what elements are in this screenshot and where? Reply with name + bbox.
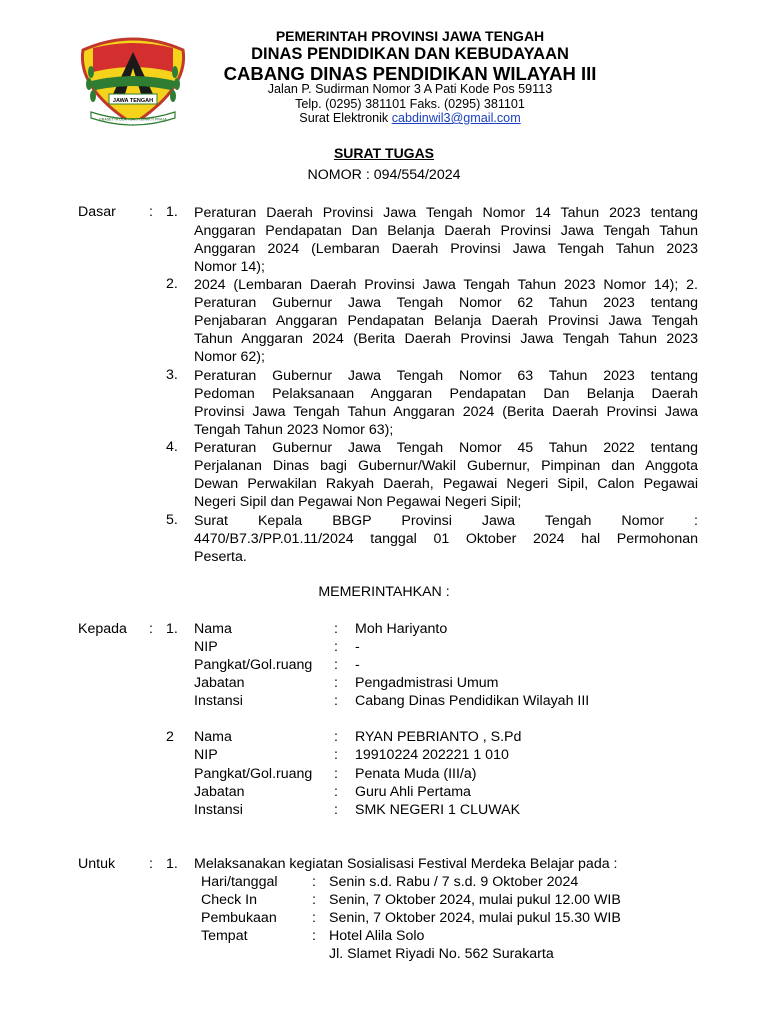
- header-email-line: [150, 111, 670, 125]
- field-label: Instansi: [194, 693, 243, 709]
- detail-value: Senin, 7 Oktober 2024, mulai pukul 15.30 WIB: [329, 910, 621, 926]
- kepada-colon: :: [149, 621, 153, 637]
- dasar-label: Dasar: [78, 204, 116, 220]
- field-label: Pangkat/Gol.ruang: [194, 766, 313, 782]
- field-value: Pengadmistrasi Umum: [355, 675, 499, 691]
- field-label: Jabatan: [194, 675, 245, 691]
- field-value: Cabang Dinas Pendidikan Wilayah III: [355, 693, 590, 709]
- memerintahkan-heading: MEMERINTAHKAN :: [318, 584, 450, 600]
- detail-label: Pembukaan: [201, 910, 277, 926]
- detail-colon: :: [312, 892, 316, 908]
- logo-text-top: JAWA TENGAH: [112, 98, 154, 104]
- untuk-colon: :: [149, 856, 153, 872]
- field-label: NIP: [194, 747, 218, 763]
- field-value: -: [355, 657, 360, 673]
- untuk-text: Melaksanakan kegiatan Sosialisasi Festival Merdeka Belajar pada :: [194, 856, 618, 872]
- dasar-item-1-text: Peraturan Daerah Provinsi Jawa Tengah Nomor 14 Tahun 2023 tentang Anggaran Pendapatan Dan Belanja Daerah Provinsi Jawa Tengah Tahun Anggaran 2024 (Lembaran Daerah Provinsi Jawa Tengah Tahun 2023 Nomor 14);: [194, 205, 698, 275]
- header-department: DINAS PENDIDIKAN DAN KEBUDAYAAN: [251, 45, 569, 63]
- detail-value: Jl. Slamet Riyadi No. 562 Surakarta: [329, 946, 554, 962]
- header-phone: Telp. (0295) 381101 Faks. (0295) 381101: [295, 97, 525, 111]
- document-title: SURAT TUGAS: [333, 145, 435, 161]
- field-colon: :: [334, 675, 338, 691]
- field-colon: :: [334, 784, 338, 800]
- detail-value: Senin s.d. Rabu / 7 s.d. 9 Oktober 2024: [329, 874, 579, 890]
- field-colon: :: [334, 747, 338, 763]
- document-number: NOMOR : 094/554/2024: [307, 167, 461, 183]
- field-label: Nama: [194, 729, 232, 745]
- field-label: Nama: [194, 621, 232, 637]
- detail-value: Hotel Alila Solo: [329, 928, 425, 944]
- field-label: Instansi: [194, 802, 243, 818]
- dasar-item-number: 3.: [166, 367, 178, 383]
- field-value: RYAN PEBRIANTO , S.Pd: [355, 729, 522, 745]
- field-label: NIP: [194, 639, 218, 655]
- dasar-item-3-text: Peraturan Gubernur Jawa Tengah Nomor 63 Tahun 2023 tentang Pedoman Pelaksanaan Anggaran Pendapatan Dan Belanja Daerah Provinsi Jawa Tengah Tahun Anggaran 2024 (Berita Daerah Provinsi Jawa Tengah Tahun 2023 Nomor 63);: [194, 368, 698, 438]
- dasar-item-number: 2.: [166, 276, 178, 292]
- detail-colon: :: [312, 910, 316, 926]
- untuk-label: Untuk: [78, 856, 116, 872]
- kepada-label: Kepada: [78, 621, 127, 637]
- dasar-item-5-text: Surat Kepala BBGP Provinsi Jawa Tengah Nomor : 4470/B7.3/PP.01.11/2024 tanggal 01 Oktober 2024 hal Permohonan Peserta.: [194, 513, 698, 565]
- dasar-item-number: 4.: [166, 439, 178, 455]
- untuk-number: 1.: [166, 856, 178, 872]
- detail-colon: :: [312, 928, 316, 944]
- field-value: SMK NEGERI 1 CLUWAK: [355, 802, 521, 818]
- dasar-item-4-text: Peraturan Gubernur Jawa Tengah Nomor 45 Tahun 2022 tentang Perjalanan Dinas bagi Gubernur/Wakil Gubernur, Pimpinan dan Anggota Dewan Perwakilan Rakyah Daerah, Pegawai Negeri Sipil, Calon Pegawai Negeri Sipil dan Pegawai Non Pegawai Negeri Sipil;: [194, 440, 698, 510]
- field-colon: :: [334, 693, 338, 709]
- dasar-colon: :: [149, 204, 153, 220]
- field-label: Jabatan: [194, 784, 245, 800]
- field-value: Moh Hariyanto: [355, 621, 448, 637]
- header-branch: CABANG DINAS PENDIDIKAN WILAYAH III: [223, 63, 597, 84]
- header-government: PEMERINTAH PROVINSI JAWA TENGAH: [275, 28, 545, 44]
- field-value: -: [355, 639, 360, 655]
- detail-label: Tempat: [201, 928, 248, 944]
- field-colon: :: [334, 639, 338, 655]
- field-value: Guru Ahli Pertama: [355, 784, 471, 800]
- email-label: Surat Elektronik: [299, 111, 389, 125]
- field-label: Pangkat/Gol.ruang: [194, 657, 313, 673]
- field-colon: :: [334, 657, 338, 673]
- dasar-item-2-text: 2024 (Lembaran Daerah Provinsi Jawa Tengah Tahun 2023 Nomor 14); 2. Peraturan Gubernur Jawa Tengah Nomor 62 Tahun 2023 tentang Penjabaran Anggaran Pendapatan Belanja Daerah Provinsi Jawa Tengah Tahun Anggaran 2024 (Berita Daerah Provinsi Jawa Tengah Tahun 2023 Nomor 62);: [194, 277, 698, 365]
- dasar-item-number: 1.: [166, 204, 178, 220]
- detail-label: Check In: [201, 892, 257, 908]
- dasar-item-number: 5.: [166, 512, 178, 528]
- person-number: 1.: [166, 621, 178, 637]
- person-number: 2: [166, 729, 174, 745]
- field-colon: :: [334, 729, 338, 745]
- field-colon: :: [334, 621, 338, 637]
- detail-label: Hari/tanggal: [201, 874, 278, 890]
- email-link[interactable]: cabdinwil3@gmail.com: [391, 111, 521, 125]
- detail-value: Senin, 7 Oktober 2024, mulai pukul 12.00 WIB: [329, 892, 621, 908]
- field-colon: :: [334, 766, 338, 782]
- detail-colon: :: [312, 874, 316, 890]
- logo-text-bottom: PRASETYA ULAH SAKTI BHAKTI PRAJA: [99, 117, 167, 122]
- header-address: Jalan P. Sudirman Nomor 3 A Pati Kode Pos 59113: [267, 82, 553, 96]
- field-value: Penata Muda (III/a): [355, 766, 477, 782]
- field-colon: :: [334, 802, 338, 818]
- field-value: 19910224 202221 1 010: [355, 747, 509, 763]
